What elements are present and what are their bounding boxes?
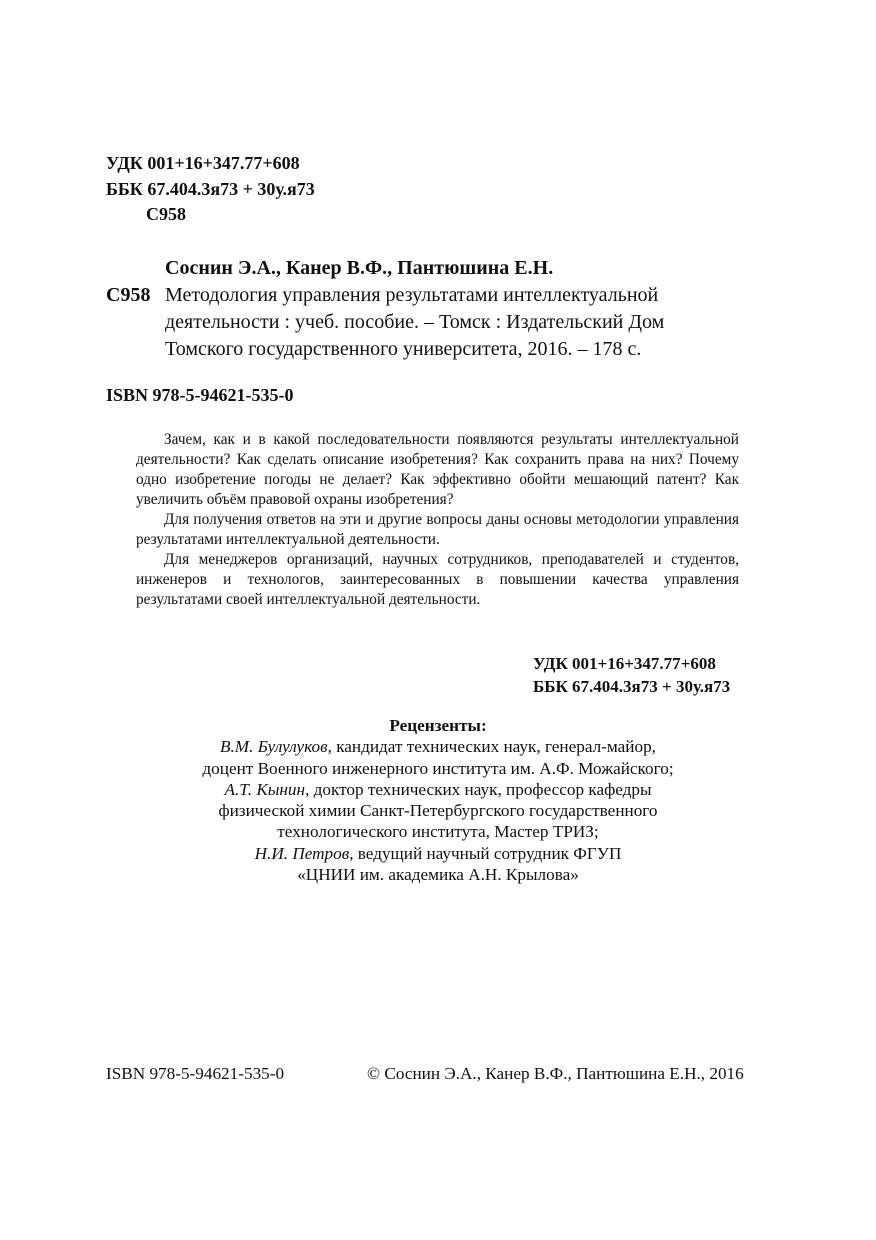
reviewer-line: доцент Военного инженерного института им. А.Ф. Можайского;: [202, 758, 674, 778]
reviewer-line: технологического института, Мастер ТРИЗ;: [277, 822, 599, 842]
reviewer-line: «ЦНИИ им. академика А.Н. Крылова»: [297, 865, 579, 885]
reviewer-name: Н.И. Петров: [254, 843, 350, 863]
reviewer-line: А.Т. Кынин, доктор технических наук, профессор кафедры: [224, 779, 652, 799]
reviewer-line: физической химии Санкт-Петербургского государственного: [218, 801, 658, 821]
bbk-code: ББК 67.404.3я73 + 30у.я73: [106, 179, 315, 199]
udk-code: УДК 001+16+347.77+608: [106, 153, 300, 173]
author-mark: С958: [146, 204, 186, 224]
reviewer-line: Н.И. Петров, ведущий научный сотрудник ФГУП: [254, 843, 622, 863]
citation-line: Томского государственного университета, 2016. – 178 с.: [165, 338, 642, 360]
annotation-paragraph: Для менеджеров организаций, научных сотрудников, преподавателей и студентов, инженеров и технологов, заинтересованных в повышении качества управления результатами своей интеллектуальной деятельности.: [136, 551, 739, 608]
reviewer-name: В.М. Булулуков: [220, 737, 328, 757]
citation-mark: С958: [106, 284, 151, 306]
footer-copyright: © Соснин Э.А., Канер В.Ф., Пантюшина Е.Н., 2016: [367, 1064, 744, 1083]
annotation: [136, 430, 739, 610]
reviewers-heading: Рецензенты:: [389, 716, 487, 735]
annotation-paragraph: Зачем, как и в какой последовательности появляются результаты интеллектуальной деятельности? Как сделать описание изобретения? Как сохранить права на них? Почему одно изобретение погоды не делает? Как эффективно обойти мешающий патент? Как увеличить объём правовой охраны изобретения?: [136, 431, 739, 508]
citation-line: Методология управления результатами интеллектуальной: [165, 284, 659, 306]
reviewer-name: А.Т. Кынин: [224, 779, 306, 799]
annotation-paragraph: Для получения ответов на эти и другие вопросы даны основы методологии управления результатами интеллектуальной деятельности.: [136, 511, 739, 548]
bbk-code-right: ББК 67.404.3я73 + 30у.я73: [533, 677, 731, 696]
citation-authors: Соснин Э.А., Канер В.Ф., Пантюшина Е.Н.: [165, 257, 554, 279]
reviewers-block: [100, 715, 776, 885]
citation-line: деятельности : учеб. пособие. – Томск : Издательский Дом: [165, 311, 665, 333]
isbn-main: ISBN 978-5-94621-535-0: [106, 385, 294, 405]
reviewer-line: В.М. Булулуков, кандидат технических наук, генерал-майор,: [220, 737, 656, 757]
footer-isbn: ISBN 978-5-94621-535-0: [106, 1064, 285, 1083]
udk-code-right: УДК 001+16+347.77+608: [533, 654, 716, 673]
